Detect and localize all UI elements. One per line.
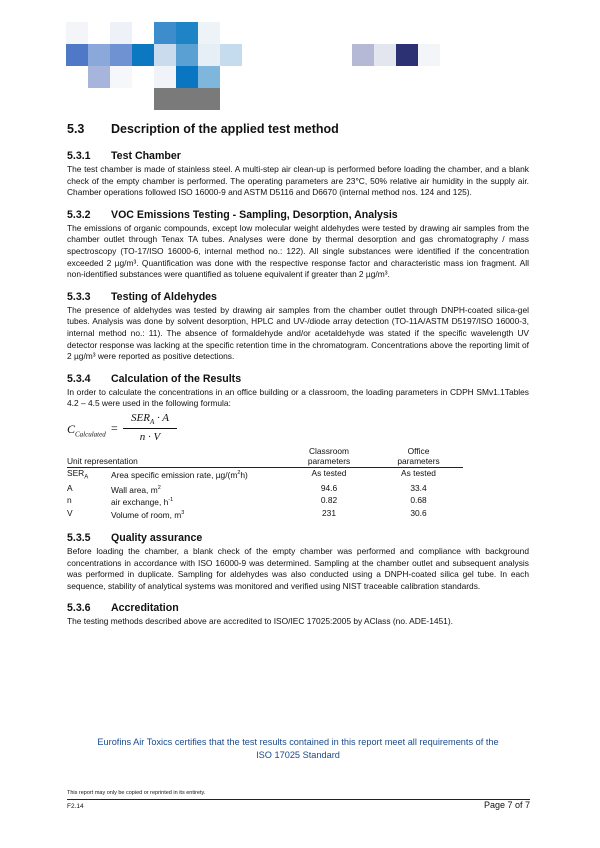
logo-tile bbox=[374, 44, 396, 66]
logo-tile bbox=[88, 66, 110, 88]
certification-line-1: Eurofins Air Toxics certifies that the test results contained in this report meet all requirements of the bbox=[97, 737, 499, 747]
table-row bbox=[67, 495, 463, 507]
subsection-heading-aldehydes bbox=[67, 291, 529, 303]
subsection-title: Quality assurance bbox=[111, 531, 203, 544]
subsection-heading-accreditation bbox=[67, 602, 529, 614]
subsection-number: 5.3.6 bbox=[67, 602, 91, 615]
row-symbol: $SER_A$ bbox=[67, 467, 89, 481]
concentration-formula bbox=[67, 412, 529, 446]
footer-form-code: F2.14 bbox=[67, 803, 84, 810]
row-description: Area specific emission rate, $\mu g/(m^2h)$ bbox=[111, 469, 248, 480]
subsection-number: 5.3.2 bbox=[67, 208, 91, 221]
row-office-value: 30.6 bbox=[410, 507, 427, 518]
logo-tile bbox=[154, 66, 176, 88]
row-office-value: 33.4 bbox=[410, 483, 427, 494]
page-number: Page 7 of 7 bbox=[483, 800, 530, 810]
subsection-number: 5.3.5 bbox=[67, 531, 91, 544]
logo-tile bbox=[220, 44, 242, 66]
logo-tile bbox=[66, 44, 88, 66]
subsection-title: Testing of Aldehydes bbox=[111, 290, 217, 303]
logo-tile bbox=[110, 66, 132, 88]
row-symbol: V bbox=[67, 507, 73, 518]
subsection-title: Test Chamber bbox=[111, 150, 181, 162]
row-description: Volume of room, $m^3$ bbox=[111, 509, 185, 520]
eurofins-logo bbox=[0, 0, 600, 112]
formula-equals: = bbox=[111, 420, 118, 435]
subsection-heading-voc bbox=[67, 209, 529, 221]
logo-tile bbox=[198, 44, 220, 66]
logo-tile bbox=[198, 22, 220, 44]
row-office-value: 0.68 bbox=[410, 495, 427, 506]
header-unit-representation: Unit representation bbox=[67, 456, 138, 467]
subsection-heading-quality bbox=[67, 532, 529, 544]
logo-tile bbox=[176, 22, 198, 44]
logo-tile bbox=[154, 44, 176, 66]
logo-tile bbox=[66, 22, 88, 44]
test-chamber-text: The test chamber is made of stainless steel. A multi-step air clean-up is performed before loading the chamber, and a blank check of the empty chamber is performed. The operating parameters are 23°C, 50% relative air humidity in the supply air. Chamber operations followed ISO 16000-9 and ASTM D5116 and D6670 (internal method nos. 124 and 125). bbox=[67, 164, 529, 198]
formula-fraction bbox=[123, 412, 177, 443]
formula-numerator: $SER_A \cdot A$ bbox=[123, 412, 177, 429]
section-heading bbox=[67, 122, 529, 136]
subsection-title: VOC Emissions Testing - Sampling, Desorption, Analysis bbox=[111, 208, 398, 221]
formula-denominator: n · V bbox=[139, 431, 161, 444]
subsection-number: 5.3.4 bbox=[67, 372, 91, 385]
logo-tile bbox=[418, 44, 440, 66]
logo-tile bbox=[110, 44, 132, 66]
row-symbol: A bbox=[67, 483, 73, 494]
subsection-title: Accreditation bbox=[111, 602, 179, 615]
calculation-text: In order to calculate the concentrations in an office building or a classroom, the loading parameters in CDPH SMv1.1Tables 4.2 – 4.5 were used in the following formula: bbox=[67, 386, 529, 409]
section-number: 5.3 bbox=[67, 122, 85, 136]
table-row bbox=[67, 467, 463, 483]
logo-tile bbox=[154, 22, 176, 44]
subsection-title: Calculation of the Results bbox=[111, 372, 242, 385]
logo-tile bbox=[132, 44, 154, 66]
row-classroom-value: 94.6 bbox=[320, 483, 338, 494]
subsection-number: 5.3.3 bbox=[67, 290, 91, 303]
section-title: Description of the applied test method bbox=[111, 122, 339, 136]
row-description: air exchange, $h^{-1}$ bbox=[111, 497, 174, 508]
formula-lhs: $C_{Calculated}$ bbox=[67, 421, 106, 439]
logo-tile bbox=[110, 22, 132, 44]
row-symbol: n bbox=[67, 495, 72, 506]
voc-text: The emissions of organic compounds, except low molecular weight aldehydes were tested by drawing air samples from the chamber outlet through Tenax TA tubes. Analyses were done by thermal desorption and gas chromatography / mass spectroscopy (TO-17/ISO 16000-6, internal method no.: 122). All single substances were identified if the concentration exceeded 2 µg/m³. Quantification was done with the respective response factor and characteristic mass ion fragment. All non-identified substances were quantified as toluene equivalent if greater than 2 µg/m³. bbox=[67, 222, 529, 280]
certification-statement bbox=[67, 736, 529, 761]
row-description: Wall area, $m^2$ bbox=[111, 484, 161, 495]
row-classroom-value: As tested bbox=[311, 467, 347, 478]
header-classroom: Classroom parameters bbox=[307, 445, 351, 467]
logo-tile bbox=[176, 44, 198, 66]
logo-tile bbox=[396, 44, 418, 66]
quality-text: Before loading the chamber, a blank check of the empty chamber was performed and compliance with background concentrations in accordance with ISO 16000-9 was determined. Sampling at the chamber outlet and subsequent analysis was performed in duplicate. Sampling for aldehydes was also conducted using a DNPH-coated silica gel tube. In each sequence, stability of analytical systems was monitored and verified using NIST traceable calibration standards. bbox=[67, 545, 529, 591]
accreditation-text: The testing methods described above are accredited to ISO/IEC 17025:2005 by AClass (no. ADE-1451). bbox=[67, 616, 453, 627]
logo-tile bbox=[198, 66, 220, 88]
logo-tile bbox=[352, 44, 374, 66]
parameters-table bbox=[67, 446, 463, 520]
subsection-heading-calculation bbox=[67, 373, 529, 385]
row-classroom-value: 231 bbox=[322, 507, 336, 518]
row-classroom-value: 0.82 bbox=[320, 495, 338, 506]
certification-line-2: ISO 17025 Standard bbox=[256, 749, 340, 760]
logo-tile bbox=[176, 66, 198, 88]
header-office: Office parameters bbox=[397, 445, 440, 467]
subsection-number: 5.3.1 bbox=[67, 150, 91, 162]
row-office-value: As tested bbox=[401, 467, 436, 478]
report-content bbox=[67, 122, 529, 638]
logo-tile bbox=[88, 44, 110, 66]
aldehydes-text: The presence of aldehydes was tested by drawing air samples from the chamber outlet through DNPH-coated silica-gel tubes. Analysis was done by solvent desorption, HPLC and UV-/diode array detection (TO-11A/ASTM D5197/ISO 16000-3, internal method no.: 11). The absence of formaldehyde and/or acetaldehyde was stated if the specific wavelength UV detector response was lacking at the specific retention time in the chromatogram. Concentrations above the reporting limit of 2 µg/m³ were reported as positive detections. bbox=[67, 304, 529, 362]
subsection-heading-test-chamber bbox=[67, 150, 529, 162]
table-row bbox=[67, 508, 463, 520]
logo-tile bbox=[154, 88, 220, 110]
table-row bbox=[67, 483, 463, 495]
footer-note: This report may only be copied or reprinted in its entirety. bbox=[67, 790, 206, 796]
table-header-row bbox=[67, 446, 463, 468]
footer-divider bbox=[67, 799, 530, 800]
